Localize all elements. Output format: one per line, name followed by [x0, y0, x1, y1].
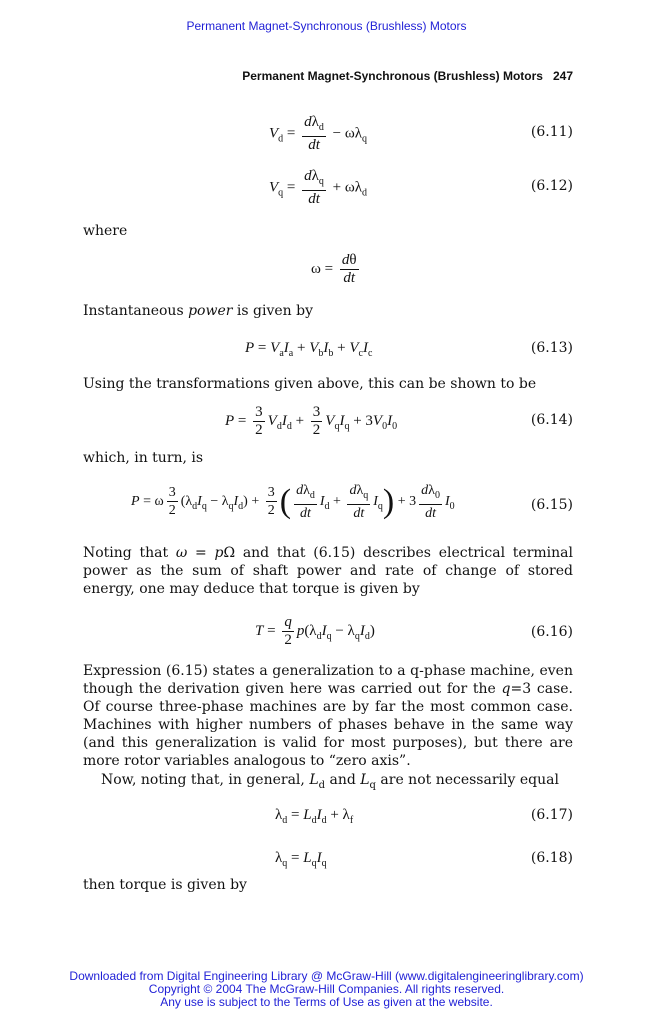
noting-paragraph: Noting that ω = pΩ and that (6.15) describes electrical terminal power as the sum of shaft power and rate of change of stored energy, one may deduce that torque is given by	[83, 545, 573, 597]
equation-number: (6.18)	[530, 850, 573, 866]
equation-number: (6.11)	[530, 124, 573, 140]
equation-6-16: T = $\frac{q}{2}$ $p(\lambda_dI_q - \lambda_qI_d)$ (6.16)	[255, 614, 573, 648]
then-text: then torque is given by	[83, 877, 247, 893]
equation-number: (6.13)	[530, 340, 573, 356]
equation-number: (6.17)	[530, 807, 573, 823]
equation-6-18: $\lambda_q = L_qI_q$ (6.18)	[275, 850, 573, 869]
now-noting-text: Now, noting that, in general, $L_d$ and $L_q$ are not necessarily equal	[101, 772, 559, 791]
which-text: which, in turn, is	[83, 450, 204, 466]
equation-number: (6.16)	[530, 624, 573, 640]
top-banner-title: Permanent Magnet-Synchronous (Brushless) Motors	[186, 19, 467, 33]
equation-number: (6.15)	[530, 497, 573, 513]
running-title: Permanent Magnet-Synchronous (Brushless) Motors	[242, 69, 543, 83]
equation-number: (6.14)	[530, 412, 573, 428]
equation-6-17: $\lambda_d = L_dI_d + \lambda_f$ (6.17)	[275, 807, 573, 826]
footer-copyright: Copyright © 2004 The McGraw-Hill Companies. All rights reserved.	[148, 982, 505, 996]
equation-6-12: $V_q$ = $\frac{d\lambda_q}{dt}$ + $\omega\lambda_d$ (6.12)	[269, 168, 573, 207]
equation-6-11: $V_d$ = $\frac{d\lambda_d}{dt}$ − $\omega\lambda_q$ (6.11)	[269, 114, 573, 153]
equation-number: (6.12)	[530, 178, 573, 194]
footer-download-link[interactable]: Downloaded from Digital Engineering Library @ McGraw-Hill (www.digitalengineeringlibrary.com)	[69, 969, 584, 983]
where-text: where	[83, 223, 128, 239]
expression-paragraph: Expression (6.15) states a generalization to a q-phase machine, even though the derivation given here was carried out for the q=3 case. Of course three-phase machines are by far the most common case. Machines with higher numbers of phases behave in the same way (and this generalization is valid for most purposes), but there are more rotor variables analogous to “zero axis”.	[83, 663, 573, 769]
footer-notice	[0, 970, 653, 1009]
equation-6-13: $P = V_aI_a + V_bI_b + V_cI_c$ (6.13)	[245, 340, 573, 359]
equation-6-14: P = $\frac{3}{2}$ $V_dI_d$ + $\frac{3}{2}$ $V_qI_q + 3V_0I_0$ (6.14)	[225, 404, 573, 438]
page-number: 247	[552, 69, 573, 83]
running-head	[242, 69, 573, 83]
using-text: Using the transformations given above, this can be shown to be	[83, 376, 537, 392]
power-intro-text: Instantaneous power is given by	[83, 303, 313, 319]
equation-omega: ω = $\frac{d\theta}{dt}$	[311, 252, 357, 286]
equation-6-15: P = ω $\frac{3}{2}$ $(\lambda_dI_q - \lambda_qI_d)$ + $\frac{3}{2}$ ( $\frac{d\lambda_d}{dt}$ $I_d$ + $\frac{d\lambda_q}{dt}$ $I_q) + 3$ $\frac{d\lambda_0}{dt}$ $I_0$ (6.15)	[131, 482, 573, 521]
footer-terms: Any use is subject to the Terms of Use as given at the website.	[160, 995, 493, 1009]
